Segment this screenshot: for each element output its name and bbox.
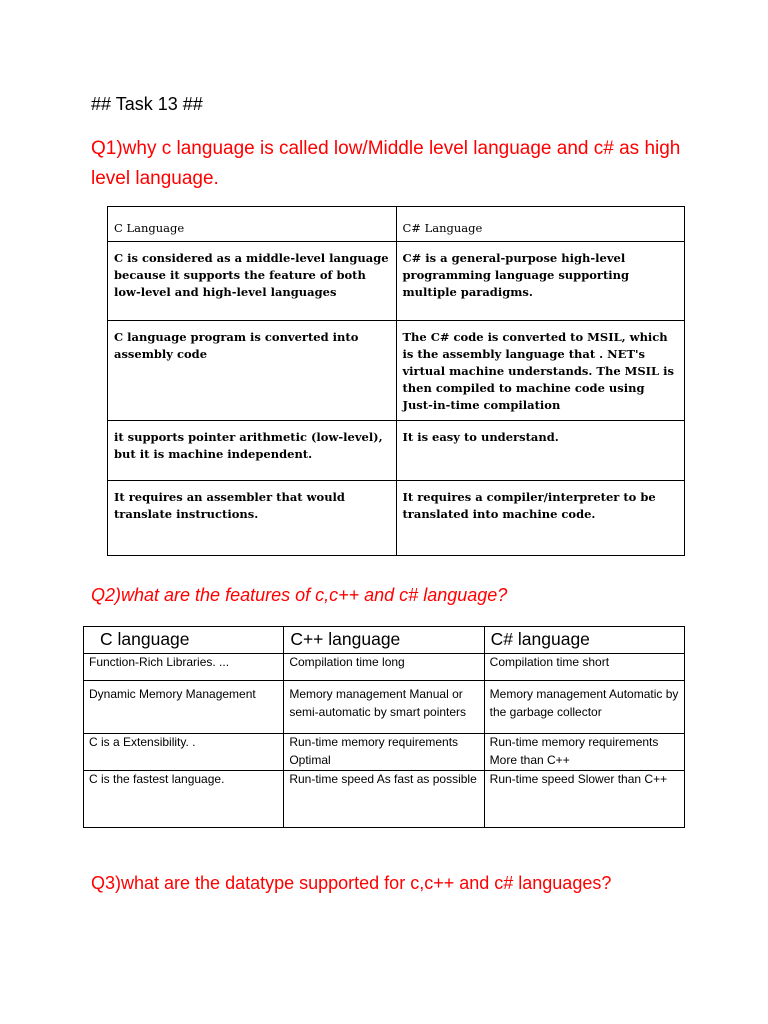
table-row [108,421,685,481]
table-header-cell: C Language [108,207,397,242]
table-header-cell: C# language [484,627,684,654]
table-cell: It requires a compiler/interpreter to be translated into machine code. [396,481,685,556]
table-cell: C# is a general-purpose high-level programming language supporting multiple paradigms. [396,242,685,321]
table-cell: Function-Rich Libraries. ... [84,654,284,681]
table-row [108,321,685,421]
table-row [84,654,685,681]
table-cell: Run-time speed Slower than C++ [484,771,684,828]
table-row [108,242,685,321]
table-cell: Run-time memory requirements Optimal [284,734,484,771]
table-cell: it supports pointer arithmetic (low-level), but it is machine independent. [108,421,397,481]
table-header-row [108,207,685,242]
table-row [84,734,685,771]
table-cell: C is a Extensibility. . [84,734,284,771]
table-cell: C is the fastest language. [84,771,284,828]
table-cell: It requires an assembler that would translate instructions. [108,481,397,556]
table-cell: Compilation time long [284,654,484,681]
table-cell: Memory management Automatic by the garbage collector [484,681,684,734]
table-cell: Run-time speed As fast as possible [284,771,484,828]
table-cell: The C# code is converted to MSIL, which is the assembly language that . NET's virtual machine understands. The MSIL is then compiled to machine code using Just-in-time compilation [396,321,685,421]
question-1: Q1)why c language is called low/Middle level language and c# as high level language. [91,138,681,189]
question-2: Q2)what are the features of c,c++ and c# language? [91,585,508,605]
table-cell: C is considered as a middle-level language because it supports the feature of both low-level and high-level languages [108,242,397,321]
table-cell: Compilation time short [484,654,684,681]
task-heading: ## Task 13 ## [91,94,203,114]
table-cell: Dynamic Memory Management [84,681,284,734]
table-row [108,481,685,556]
table-cell: C language program is converted into assembly code [108,321,397,421]
table-header-cell: C# Language [396,207,685,242]
table-header-cell: C++ language [284,627,484,654]
table-cell: Run-time memory requirements More than C++ [484,734,684,771]
table-row [84,771,685,828]
table-header-row [84,627,685,654]
table-row [84,681,685,734]
c-vs-csharp-table [107,206,685,556]
question-3: Q3)what are the datatype supported for c,c++ and c# languages? [91,873,612,893]
table-cell: Memory management Manual or semi-automatic by smart pointers [284,681,484,734]
table-header-cell: C language [84,627,284,654]
language-features-table [83,626,685,828]
table-cell: It is easy to understand. [396,421,685,481]
